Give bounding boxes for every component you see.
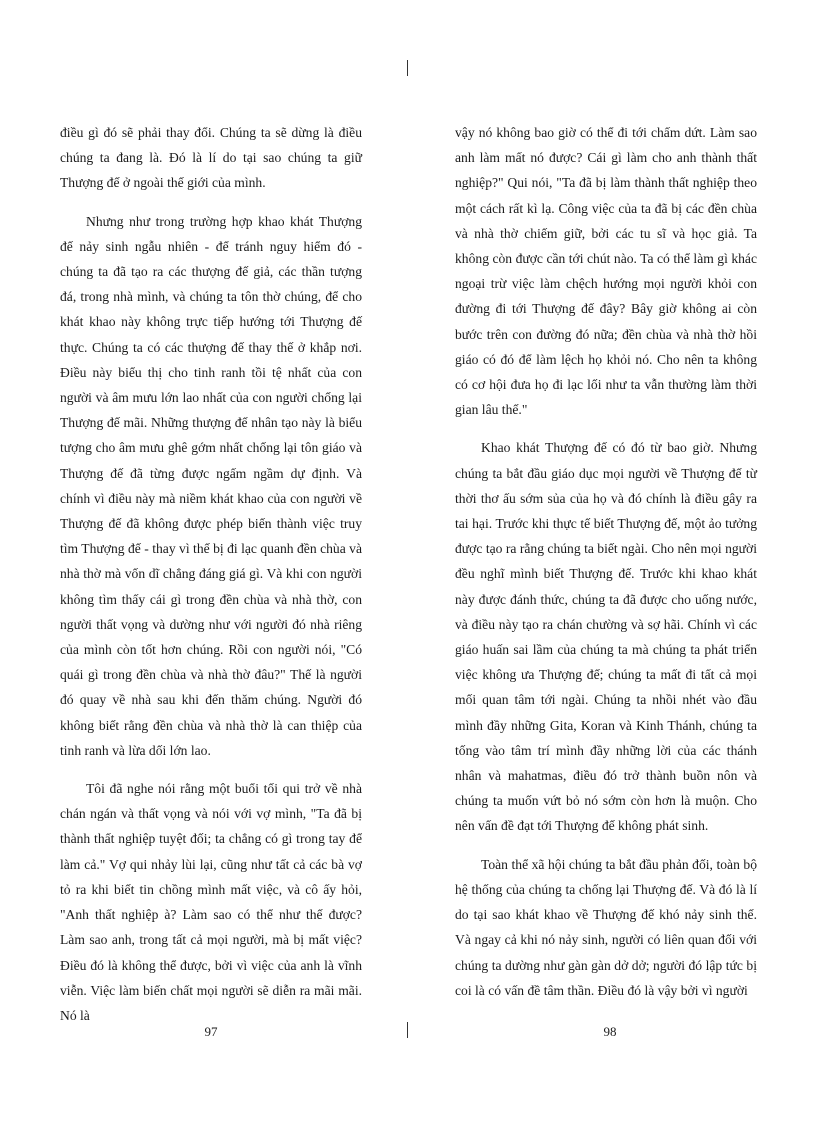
paragraph: Nhưng như trong trường hợp khao khát Thượng đế nảy sinh ngẫu nhiên - để tránh nguy hiểm đó - chúng ta đã tạo ra các thượng đế giả, các thần tượng đá, trong nhà mình, và chúng ta tôn thờ chúng, để cho khát khao này không trực tiếp hướng tới Thượng đế thực. Chúng ta có các thượng đế thay thế ở khắp nơi. Điều này biểu thị cho tinh ranh tồi tệ nhất của con người và âm mưu lớn lao nhất của con người chống lại Thượng đế mãi. Những thượng đế nhân tạo này là biểu tượng cho âm mưu ghê gớm nhất chống lại tôn giáo và Thượng đế đã từng được ngấm ngầm dự định. Và chính vì điều này mà niềm khát khao của con người về Thượng đế đã không được phép biến thành việc truy tìm Thượng đế - thay vì thế bị đi lạc quanh đền chùa và nhà thờ mà vốn dĩ chẳng đáng giá gì. Và khi con người không tìm thấy cái gì trong đền chùa và nhà thờ, con người thất vọng và dường như với người đó nhà riêng của mình còn tốt hơn chúng. Rồi con người nói, "Có quái gì trong đền chùa và nhà thờ đâu?" Thế là người đó quay về nhà sau khi đến thăm chúng. Người đó không biết rằng đền chùa và nhà thờ là can thiệp của tinh ranh và lừa dối lớn lao.: [60, 213, 362, 758]
paragraph: Tôi đã nghe nói rằng một buổi tối qui trở về nhà chán ngán và thất vọng và nói với vợ mình, "Ta đã bị thành thất nghiệp tuyệt đối; ta chẳng có gì trong tay để làm cả." Vợ qui nhảy lùi lại, cũng như tất cả các bà vợ tỏ ra khi biết tin chồng mình mất việc, và cô ấy hỏi, "Anh thất nghiệp à? Làm sao có thể như thế được? Làm sao anh, trong tất cả mọi người, mà bị mất việc? Điều đó là không thể được, bởi vì việc của anh là vĩnh viễn. Việc làm biến chất mọi người sẽ diễn ra mãi mãi. Nó là: [60, 781, 362, 1023]
left-page-text: [60, 120, 362, 1041]
right-page-text: [455, 120, 757, 1016]
paragraph: Khao khát Thượng đế có đó từ bao giờ. Nhưng chúng ta bắt đầu giáo dục mọi người về Thượng đế từ thời thơ ấu sớm sủa của họ và đó chính là điều gây ra tai hại. Trước khi thực tế biết Thượng đế, một ảo tưởng được tạo ra rằng chúng ta biết ngài. Cho nên mọi người đều nghĩ mình biết Thượng đế. Trước khi khao khát này được đánh thức, chúng ta đã được cho uống nước, và điều này tạo ra chán chường và sợ hãi. Chính vì các giáo huấn sai lầm của chúng ta mà chúng ta phát triển việc không ưa Thượng đế; chúng ta mất đi tất cả mọi mối quan tâm tới ngài. Chúng ta nhồi nhét vào đầu mình đầy những Gita, Koran và Kinh Thánh, chúng ta tống vào tâm trí mình đầy những lời của các thánh nhân và mahatmas, điều đó trở thành buồn nôn và chúng ta muốn vứt bỏ nó sớm còn hơn là muộn. Cho nên vấn đề đạt tới Thượng đế không phát sinh.: [455, 440, 757, 834]
paragraph: vậy nó không bao giờ có thể đi tới chấm dứt. Làm sao anh làm mất nó được? Cái gì làm cho anh thành thất nghiệp?" Qui nói, "Ta đã bị làm thành thất nghiệp theo một cách rất kì lạ. Công việc của ta đã bị các đền chùa và nhà thờ chiếm giữ, bởi các tu sĩ và học giả. Ta không còn được cần tới chút nào. Ta có thể làm gì khác ngoại trừ việc làm chệch hướng mọi người khỏi con đường đi tới Thượng đế đây? Bây giờ không ai còn bước trên con đường đó nữa; đền chùa và nhà thờ hồi giáo có đó để làm lệch họ khỏi nó. Cho nên ta không có cơ hội đưa họ đi lạc lối như ta vẫn thường làm thời gian lâu thế.": [455, 125, 757, 418]
paragraph: điều gì đó sẽ phải thay đổi. Chúng ta sẽ dừng là điều chúng ta đang là. Đó là lí do tại sao chúng ta giữ Thượng đế ở ngoài thế giới của mình.: [60, 125, 362, 191]
paragraph: Toàn thể xã hội chúng ta bắt đầu phản đối, toàn bộ hệ thống của chúng ta chống lại Thượng đế. Và đó là lí do tại sao khát khao về Thượng đế khó nảy sinh thế. Và ngay cả khi nó nảy sinh, người có liên quan đối với chúng ta dường như gàn gàn dở dở; người đó lập tức bị coi là có vấn đề tâm thần. Điều đó là vậy bởi vì người: [455, 856, 757, 998]
gutter-divider-bottom: [407, 1022, 408, 1038]
page-number-left: 97: [204, 1024, 218, 1039]
gutter-divider-top: [407, 60, 408, 76]
page-number-right: 98: [603, 1024, 617, 1039]
